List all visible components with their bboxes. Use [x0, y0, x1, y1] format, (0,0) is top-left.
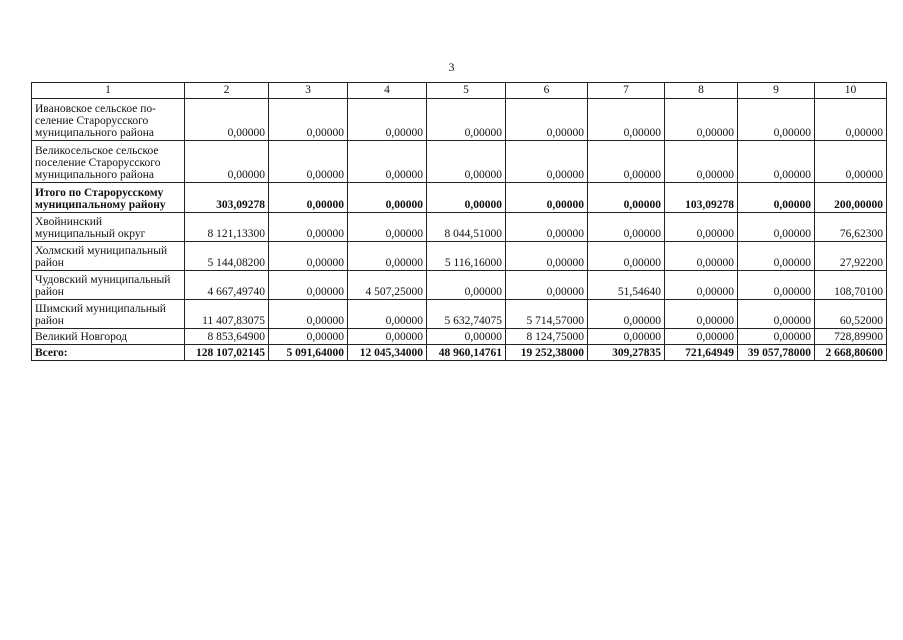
value-cell: 11 407,83075 — [185, 300, 269, 329]
column-header: 10 — [815, 83, 887, 99]
column-header: 9 — [738, 83, 815, 99]
value-cell: 0,00000 — [348, 141, 427, 183]
value-cell: 0,00000 — [506, 99, 588, 141]
value-cell: 0,00000 — [348, 242, 427, 271]
value-cell: 27,92200 — [815, 242, 887, 271]
value-cell: 309,27835 — [588, 345, 665, 361]
value-cell: 5 091,64000 — [269, 345, 348, 361]
value-cell: 0,00000 — [588, 329, 665, 345]
column-header: 2 — [185, 83, 269, 99]
value-cell: 0,00000 — [588, 242, 665, 271]
value-cell: 8 121,13300 — [185, 213, 269, 242]
value-cell: 0,00000 — [185, 99, 269, 141]
value-cell: 39 057,78000 — [738, 345, 815, 361]
value-cell: 0,00000 — [427, 99, 506, 141]
value-cell: 0,00000 — [427, 183, 506, 213]
value-cell: 0,00000 — [738, 213, 815, 242]
value-cell: 108,70100 — [815, 271, 887, 300]
table-total-row — [32, 345, 887, 361]
value-cell: 0,00000 — [269, 271, 348, 300]
value-cell: 0,00000 — [348, 99, 427, 141]
value-cell: 0,00000 — [427, 141, 506, 183]
value-cell: 60,52000 — [815, 300, 887, 329]
column-header: 3 — [269, 83, 348, 99]
value-cell: 303,09278 — [185, 183, 269, 213]
row-label: Всего: — [32, 345, 185, 361]
table-row — [32, 141, 887, 183]
row-label: Великосельское сельское поселение Старорусского муниципального района — [32, 141, 185, 183]
row-label: Холмский муниципальный район — [32, 242, 185, 271]
table-row — [32, 99, 887, 141]
table-row — [32, 271, 887, 300]
value-cell: 0,00000 — [269, 141, 348, 183]
value-cell: 0,00000 — [348, 300, 427, 329]
row-label: Великий Новгород — [32, 329, 185, 345]
value-cell: 4 667,49740 — [185, 271, 269, 300]
row-label: Ивановское сельское по-селение Старорусского муниципального района — [32, 99, 185, 141]
row-label: Чудовский муниципальный район — [32, 271, 185, 300]
column-header: 1 — [32, 83, 185, 99]
value-cell: 0,00000 — [738, 271, 815, 300]
value-cell: 4 507,25000 — [348, 271, 427, 300]
value-cell: 0,00000 — [738, 242, 815, 271]
value-cell: 0,00000 — [269, 242, 348, 271]
value-cell: 0,00000 — [506, 183, 588, 213]
value-cell: 0,00000 — [665, 300, 738, 329]
value-cell: 0,00000 — [427, 271, 506, 300]
value-cell: 0,00000 — [738, 329, 815, 345]
value-cell: 2 668,80600 — [815, 345, 887, 361]
value-cell: 0,00000 — [738, 141, 815, 183]
value-cell: 5 144,08200 — [185, 242, 269, 271]
column-header: 8 — [665, 83, 738, 99]
value-cell: 103,09278 — [665, 183, 738, 213]
row-label: Шимский муниципальный район — [32, 300, 185, 329]
value-cell: 0,00000 — [588, 141, 665, 183]
table-row — [32, 329, 887, 345]
value-cell: 0,00000 — [665, 271, 738, 300]
value-cell: 51,54640 — [588, 271, 665, 300]
value-cell: 0,00000 — [506, 213, 588, 242]
value-cell: 200,00000 — [815, 183, 887, 213]
value-cell: 5 116,16000 — [427, 242, 506, 271]
table-row — [32, 300, 887, 329]
value-cell: 0,00000 — [427, 329, 506, 345]
table-total-row — [32, 183, 887, 213]
value-cell: 0,00000 — [506, 141, 588, 183]
value-cell: 0,00000 — [588, 213, 665, 242]
table-row — [32, 242, 887, 271]
header-row — [32, 83, 887, 99]
value-cell: 0,00000 — [269, 213, 348, 242]
value-cell: 19 252,38000 — [506, 345, 588, 361]
value-cell: 0,00000 — [506, 271, 588, 300]
value-cell: 0,00000 — [665, 99, 738, 141]
value-cell: 0,00000 — [665, 242, 738, 271]
value-cell: 5 632,74075 — [427, 300, 506, 329]
value-cell: 0,00000 — [665, 329, 738, 345]
budget-allocation-table — [31, 82, 887, 361]
value-cell: 12 045,34000 — [348, 345, 427, 361]
value-cell: 0,00000 — [506, 242, 588, 271]
value-cell: 0,00000 — [588, 183, 665, 213]
value-cell: 8 853,64900 — [185, 329, 269, 345]
row-label: Итого по Старорусскому муниципальному району — [32, 183, 185, 213]
value-cell: 5 714,57000 — [506, 300, 588, 329]
value-cell: 0,00000 — [665, 213, 738, 242]
value-cell: 76,62300 — [815, 213, 887, 242]
value-cell: 728,89900 — [815, 329, 887, 345]
value-cell: 0,00000 — [815, 141, 887, 183]
value-cell: 0,00000 — [665, 141, 738, 183]
value-cell: 0,00000 — [588, 300, 665, 329]
value-cell: 128 107,02145 — [185, 345, 269, 361]
column-header: 7 — [588, 83, 665, 99]
value-cell: 0,00000 — [348, 183, 427, 213]
value-cell: 0,00000 — [815, 99, 887, 141]
value-cell: 0,00000 — [269, 183, 348, 213]
value-cell: 8 124,75000 — [506, 329, 588, 345]
value-cell: 721,64949 — [665, 345, 738, 361]
column-header: 4 — [348, 83, 427, 99]
value-cell: 0,00000 — [738, 183, 815, 213]
page-number: 3 — [448, 60, 455, 74]
value-cell: 0,00000 — [269, 99, 348, 141]
column-header: 6 — [506, 83, 588, 99]
value-cell: 0,00000 — [269, 329, 348, 345]
table-row — [32, 213, 887, 242]
value-cell: 0,00000 — [738, 300, 815, 329]
value-cell: 0,00000 — [269, 300, 348, 329]
value-cell: 0,00000 — [185, 141, 269, 183]
value-cell: 8 044,51000 — [427, 213, 506, 242]
value-cell: 48 960,14761 — [427, 345, 506, 361]
value-cell: 0,00000 — [738, 99, 815, 141]
value-cell: 0,00000 — [588, 99, 665, 141]
column-header: 5 — [427, 83, 506, 99]
row-label: Хвойнинский муниципальный округ — [32, 213, 185, 242]
value-cell: 0,00000 — [348, 213, 427, 242]
value-cell: 0,00000 — [348, 329, 427, 345]
